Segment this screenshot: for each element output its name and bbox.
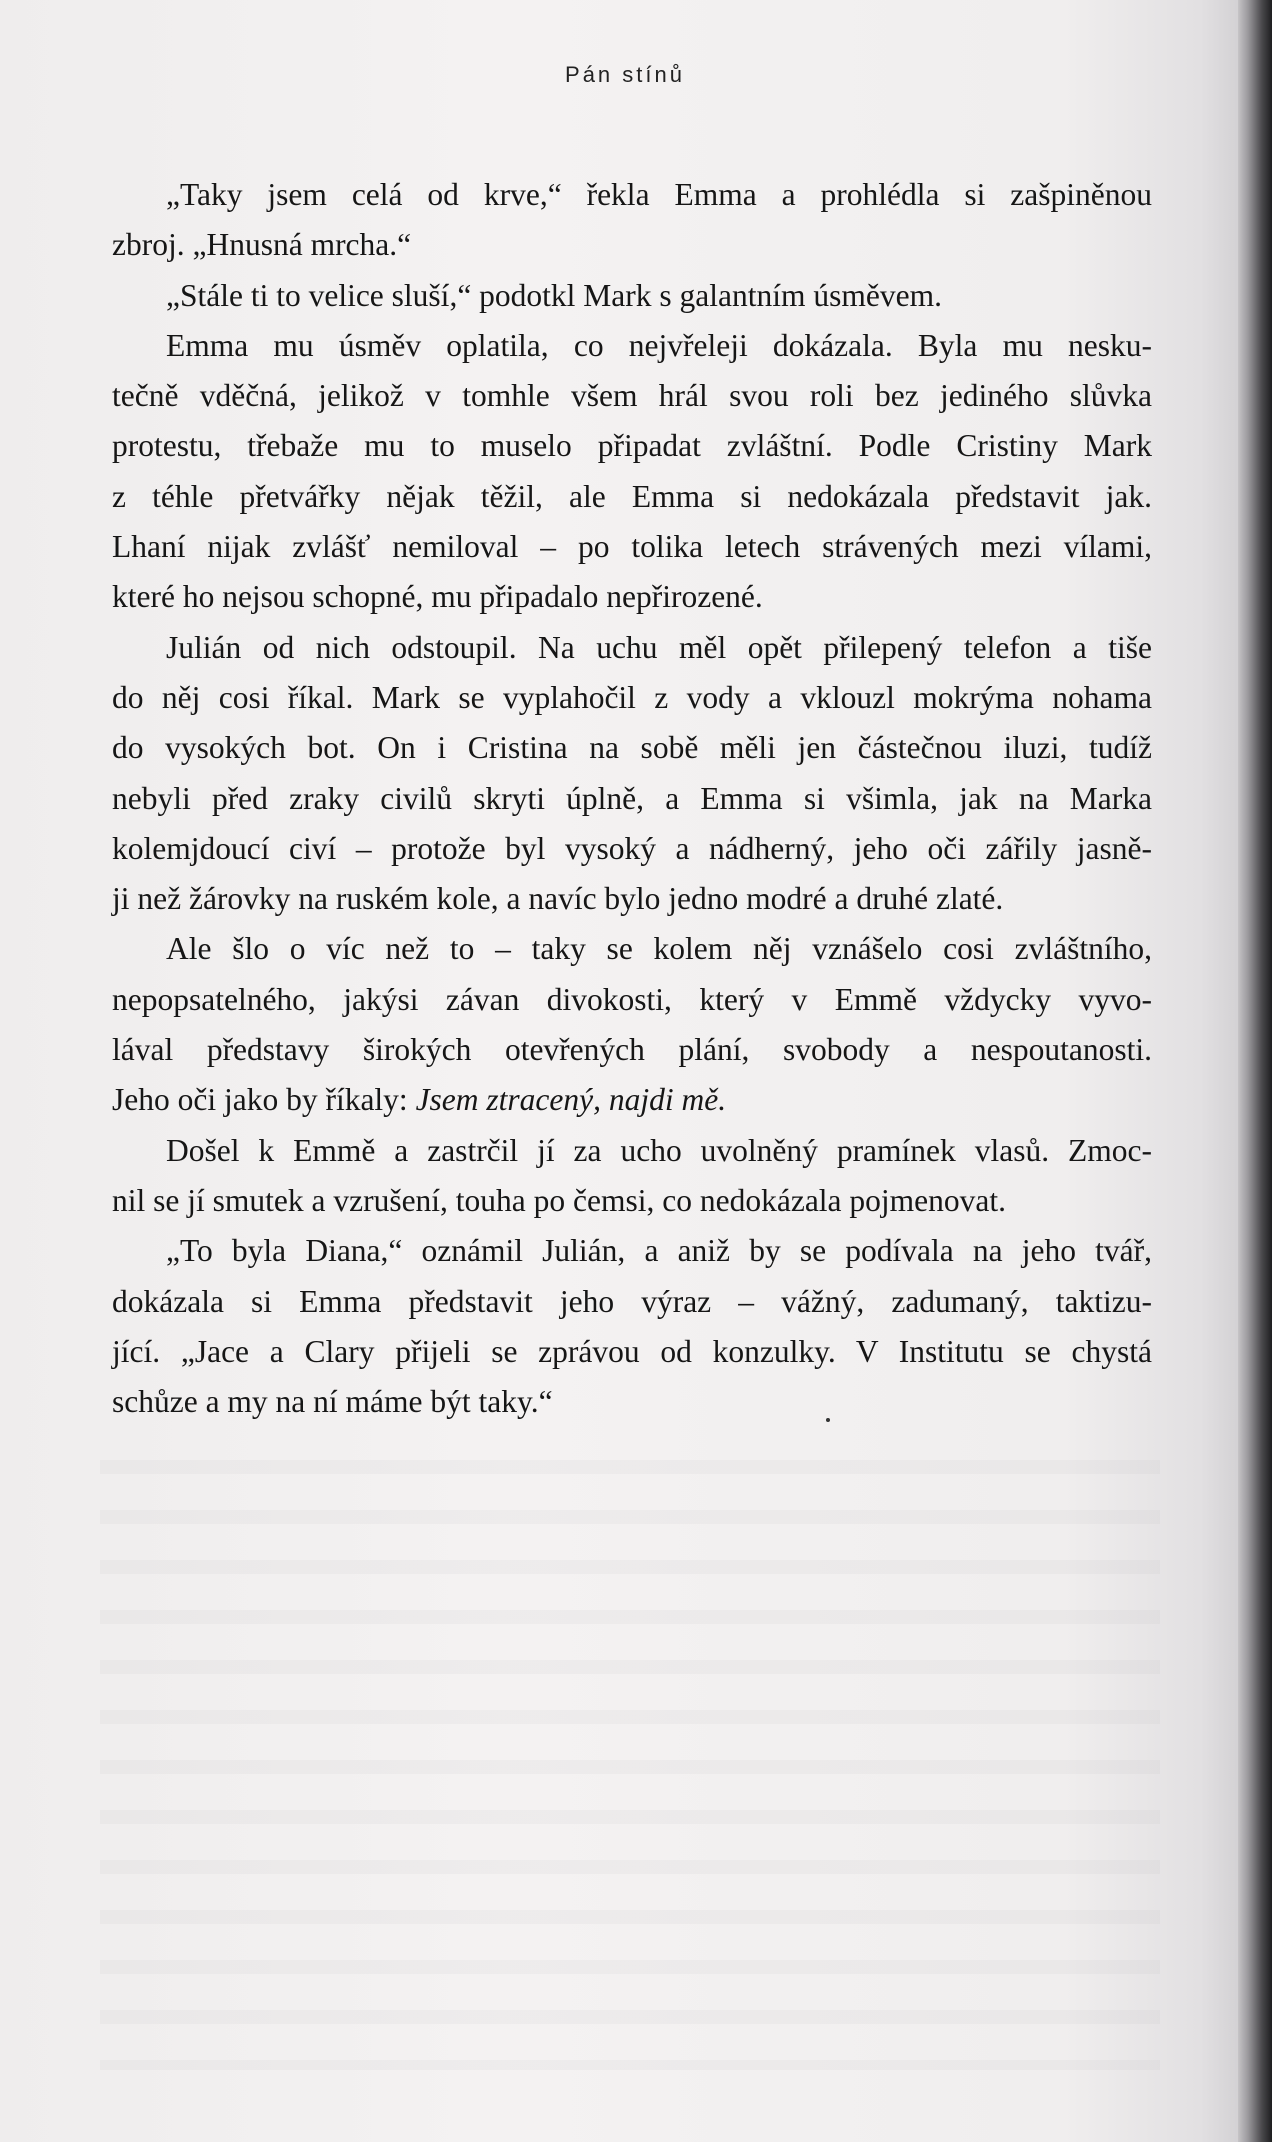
page-edge-shadow: [1238, 0, 1272, 2142]
paragraph: [112, 924, 1152, 1125]
text-line: Došel k Emmě a zastrčil jí za ucho uvolněný pramínek vlasů. Zmoc-: [166, 1132, 1152, 1168]
paragraph: [112, 170, 1152, 271]
text-line: zbroj. „Hnusná mrcha.“: [112, 227, 412, 263]
text-line: kolemjdoucí civí – protože byl vysoký a nádherný, jeho oči zářily jasně-: [112, 830, 1152, 866]
text-line: ji než žárovky na ruském kole, a navíc bylo jedno modré a druhé zlaté.: [112, 881, 1004, 917]
paragraph: [112, 271, 1152, 321]
text-line: Ale šlo o víc než to – taky se kolem něj vznášelo cosi zvláštního,: [166, 931, 1152, 967]
text-line: Lhaní nijak zvlášť nemiloval – po tolika letech strávených mezi vílami,: [112, 529, 1152, 565]
italic-text: Jsem ztracený, najdi mě.: [415, 1082, 727, 1118]
paragraph: [112, 623, 1152, 925]
text-line: „Stále ti to velice sluší,“ podotkl Mark s galantním úsměvem.: [166, 277, 942, 313]
text-line: Julián od nich odstoupil. Na uchu měl opět přilepený telefon a tiše: [166, 629, 1152, 665]
paragraph: [112, 1226, 1152, 1427]
paragraph: [112, 1126, 1152, 1227]
text-line: tečně vděčná, jelikož v tomhle všem hrál svou roli bez jediného slůvka: [112, 378, 1152, 414]
text-line: schůze a my na ní máme být taky.“: [112, 1384, 553, 1420]
text-line: lával představy širokých otevřených plání, svobody a nespoutanosti.: [112, 1032, 1152, 1068]
paragraph: [112, 321, 1152, 623]
text-line: nil se jí smutek a vzrušení, touha po čemsi, co nedokázala pojmenovat.: [112, 1182, 1006, 1218]
text-line: jící. „Jace a Clary přijeli se zprávou od konzulky. V Institutu se chystá: [112, 1333, 1152, 1369]
text-line: do něj cosi říkal. Mark se vyplahočil z vody a vklouzl mokrýma nohama: [112, 679, 1152, 715]
ink-speck: [826, 1418, 830, 1422]
text-line: do vysokých bot. On i Cristina na sobě měli jen částečnou iluzi, tudíž: [112, 730, 1152, 766]
text-line: dokázala si Emma představit jeho výraz – vážný, zadumaný, taktizu-: [112, 1283, 1152, 1319]
show-through-texture: [100, 1430, 1160, 2070]
text-line: nepopsatelného, jakýsi závan divokosti, který v Emmě vždycky vyvo-: [112, 981, 1152, 1017]
text-line: které ho nejsou schopné, mu připadalo nepřirozené.: [112, 579, 763, 615]
text-line: protestu, třebaže mu to muselo připadat zvláštní. Podle Cristiny Mark: [112, 428, 1152, 464]
text-line: „Taky jsem celá od krve,“ řekla Emma a prohlédla si zašpiněnou: [166, 177, 1152, 212]
running-header: Pán stínů: [565, 62, 685, 87]
text-line: [112, 1075, 1152, 1125]
text-line: nebyli před zraky civilů skryti úplně, a Emma si všimla, jak na Marka: [112, 780, 1152, 816]
text-segment: Jeho oči jako by říkaly:: [112, 1082, 416, 1118]
text-line: z téhle přetvářky nějak těžil, ale Emma si nedokázala představit jak.: [112, 478, 1152, 514]
body-text: [112, 170, 1152, 1427]
text-line: Emma mu úsměv oplatila, co nejvřeleji dokázala. Byla mu nesku-: [166, 327, 1152, 363]
text-line: „To byla Diana,“ oznámil Julián, a aniž by se podívala na jeho tvář,: [166, 1233, 1152, 1269]
